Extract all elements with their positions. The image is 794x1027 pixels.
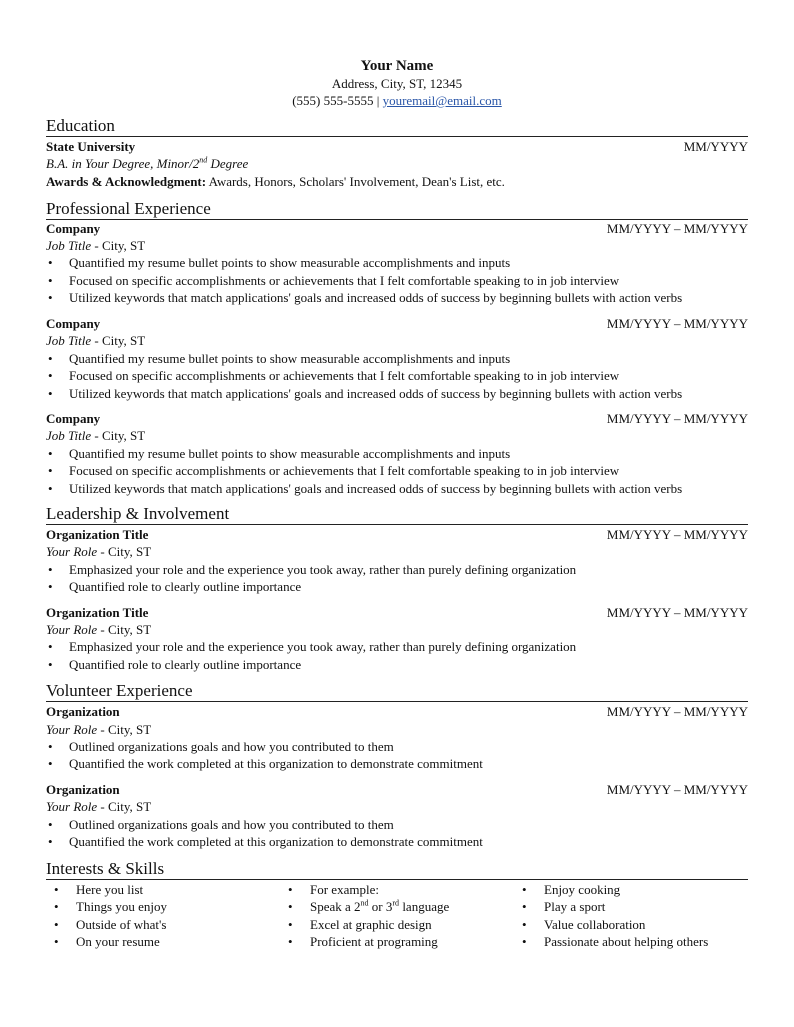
bullet-icon: • [54, 916, 59, 932]
bullet-icon: • [48, 272, 53, 288]
bullet-icon: • [48, 385, 53, 401]
bullet-icon: • [48, 738, 53, 754]
bullet-text: Quantified my resume bullet points to show measurable accomplishments and inputs [69, 255, 511, 271]
bullet-text: Focused on specific accomplishments or achievements that I felt comfortable speaking to in job interview [69, 368, 620, 384]
list-item [46, 833, 748, 851]
entry-dates: MM/YYYY – MM/YYYY [606, 781, 748, 797]
bullet-list [46, 561, 748, 596]
list-item [46, 561, 748, 579]
bullet-list [46, 350, 748, 403]
skills-columns [46, 881, 748, 951]
entry [46, 703, 748, 773]
list-item [46, 462, 748, 480]
entry-location: - City, ST [91, 428, 146, 444]
list-item [46, 898, 280, 916]
awards-label: Awards & Acknowledgment: [46, 173, 207, 189]
section-title-leadership: Leadership & Involvement [46, 504, 748, 525]
bullet-icon: • [54, 934, 59, 950]
list-item: • Excel at graphic design [288, 916, 432, 932]
bullet-icon: • [522, 934, 527, 950]
bullet-icon: • [48, 445, 53, 461]
list-item [46, 385, 748, 403]
entry-dates: MM/YYYY – MM/YYYY [606, 527, 748, 543]
volunteer-section [46, 681, 748, 850]
school-name: State University [46, 139, 136, 154]
entry-location: - City, ST [91, 333, 146, 349]
section-title-education: Education [46, 116, 748, 137]
bullet-text: Utilized keywords that match applications' goals and increased odds of success by beginning bullets with action verbs [69, 385, 683, 401]
bullet-text: Emphasized your role and the experience you took away, rather than purely defining organization [69, 561, 577, 577]
entry-role-line [46, 621, 151, 638]
leadership-section [46, 504, 748, 673]
bullet-text: Utilized keywords that match applications' goals and increased odds of success by beginning bullets with action verbs [69, 480, 683, 496]
bullet-text: Utilized keywords that match applications' goals and increased odds of success by beginning bullets with action verbs [69, 290, 683, 306]
skill-text: On your resume [76, 934, 160, 950]
entry-role-line [46, 798, 151, 815]
bullet-text: Quantified my resume bullet points to show measurable accomplishments and inputs [69, 350, 511, 366]
entry-role-line [46, 543, 151, 560]
list-item [46, 755, 748, 773]
entry-dates: MM/YYYY – MM/YYYY [606, 315, 748, 331]
bullet-icon: • [48, 656, 53, 672]
entry-role: Job Title [46, 428, 92, 444]
education-entry [46, 138, 748, 190]
skill-text: Things you enjoy [76, 899, 167, 915]
bullet-icon: • [48, 350, 53, 366]
bullet-list [46, 254, 748, 307]
skill-text: Here you list [76, 881, 144, 897]
skills-column-2 [280, 881, 514, 951]
list-item [514, 916, 748, 934]
resume-header [46, 0, 748, 109]
bullet-icon: • [48, 816, 53, 832]
section-title-volunteer: Volunteer Experience [46, 681, 748, 702]
entry [46, 781, 748, 851]
list-item: • Proficient at programing [288, 934, 438, 950]
entry-org: Company [46, 220, 101, 236]
entry [46, 526, 748, 596]
bullet-text: Quantified the work completed at this organization to demonstrate commitment [69, 834, 483, 850]
address-line: Address, City, ST, 12345 [331, 76, 463, 91]
education-section [46, 116, 748, 190]
entry [46, 315, 748, 402]
list-item [46, 254, 748, 272]
section-title-experience: Professional Experience [46, 199, 748, 220]
entry-role: Your Role [46, 721, 98, 737]
entry-role-line [46, 427, 145, 444]
bullet-text: Quantified role to clearly outline importance [69, 579, 302, 595]
entry-org: Organization Title [46, 527, 149, 543]
full-name: Your Name [360, 58, 434, 74]
list-item [46, 445, 748, 463]
bullet-icon: • [54, 881, 59, 897]
bullet-text: Outlined organizations goals and how you contributed to them [69, 738, 394, 754]
bullet-icon: • [48, 463, 53, 479]
list-item [46, 480, 748, 498]
list-item [46, 916, 280, 934]
bullet-text: Emphasized your role and the experience you took away, rather than purely defining organization [69, 639, 577, 655]
entry [46, 604, 748, 674]
entry-location: - City, ST [97, 544, 152, 560]
bullet-text: Quantified my resume bullet points to show measurable accomplishments and inputs [69, 445, 511, 461]
skills-column-3 [514, 881, 748, 951]
entry-location: - City, ST [91, 238, 146, 254]
email-link[interactable]: youremail@email.com [382, 93, 502, 108]
entry-location: - City, ST [97, 721, 152, 737]
skill-text: Value collaboration [544, 916, 646, 932]
entry-org: Company [46, 315, 101, 331]
phone-number: (555) 555-5555 [292, 93, 374, 108]
entry [46, 410, 748, 497]
bullet-text: Focused on specific accomplishments or achievements that I felt comfortable speaking to in job interview [69, 272, 620, 288]
list-item [46, 738, 748, 756]
entry-role: Job Title [46, 333, 92, 349]
bullet-text: Outlined organizations goals and how you contributed to them [69, 816, 394, 832]
list-item [514, 881, 748, 899]
awards-text: Awards, Honors, Scholars' Involvement, Dean's List, etc. [206, 173, 505, 189]
list-item [514, 898, 748, 916]
list-item [46, 367, 748, 385]
entry-location: - City, ST [97, 799, 152, 815]
graduation-date: MM/YYYY [683, 139, 748, 154]
entry-location: - City, ST [97, 622, 152, 638]
skill-text: Play a sport [544, 899, 606, 915]
bullet-icon: • [48, 290, 53, 306]
skills-section [46, 859, 748, 951]
bullet-icon: • [48, 756, 53, 772]
resume-page [46, 0, 748, 951]
bullet-text: Quantified role to clearly outline importance [69, 656, 302, 672]
entry-role-line [46, 721, 151, 738]
skill-text: Outside of what's [76, 916, 167, 932]
entry-org: Organization Title [46, 604, 149, 620]
entry [46, 220, 748, 307]
entry-org: Organization [46, 781, 120, 797]
list-item [46, 289, 748, 307]
bullet-icon: • [48, 561, 53, 577]
skill-text: Enjoy cooking [544, 881, 621, 897]
entry-org: Company [46, 411, 101, 427]
bullet-text: Focused on specific accomplishments or achievements that I felt comfortable speaking to in job interview [69, 463, 620, 479]
bullet-icon: • [48, 834, 53, 850]
degree: B.A. in Your Degree, Minor/2nd Degree [46, 155, 249, 172]
section-title-skills: Interests & Skills [46, 859, 748, 880]
list-item [46, 881, 280, 899]
contact-separator: | [373, 93, 383, 108]
list-item [46, 933, 280, 951]
list-item [46, 816, 748, 834]
list-item [46, 350, 748, 368]
entry-dates: MM/YYYY – MM/YYYY [606, 604, 748, 620]
skill-text: Passionate about helping others [544, 934, 709, 950]
entry-role-line [46, 237, 145, 254]
bullet-icon: • [522, 916, 527, 932]
list-item: • Speak a 2nd or 3rd language [288, 898, 450, 915]
bullet-icon: • [48, 639, 53, 655]
contact-line [46, 92, 748, 109]
bullet-icon: • [54, 899, 59, 915]
bullet-list [46, 738, 748, 773]
list-item [46, 656, 748, 674]
bullet-icon: • [522, 899, 527, 915]
entry-role: Your Role [46, 799, 98, 815]
bullet-list [46, 816, 748, 851]
entry-role-line [46, 332, 145, 349]
bullet-icon: • [48, 480, 53, 496]
entry-org: Organization [46, 704, 120, 720]
bullet-text: Quantified the work completed at this organization to demonstrate commitment [69, 756, 483, 772]
list-item [514, 933, 748, 951]
list-item [46, 272, 748, 290]
entry-role: Your Role [46, 544, 98, 560]
list-item: • For example: [288, 881, 379, 897]
entry-role: Your Role [46, 622, 98, 638]
entry-dates: MM/YYYY – MM/YYYY [606, 704, 748, 720]
experience-section [46, 199, 748, 497]
skills-column-1 [46, 881, 280, 951]
awards-line [46, 173, 505, 190]
entry-role: Job Title [46, 238, 92, 254]
bullet-icon: • [48, 368, 53, 384]
bullet-icon: • [522, 881, 527, 897]
bullet-icon: • [48, 579, 53, 595]
bullet-list [46, 638, 748, 673]
bullet-icon: • [48, 255, 53, 271]
entry-dates: MM/YYYY – MM/YYYY [606, 411, 748, 427]
list-item [46, 638, 748, 656]
bullet-list [46, 445, 748, 498]
entry-dates: MM/YYYY – MM/YYYY [606, 220, 748, 236]
list-item [46, 578, 748, 596]
